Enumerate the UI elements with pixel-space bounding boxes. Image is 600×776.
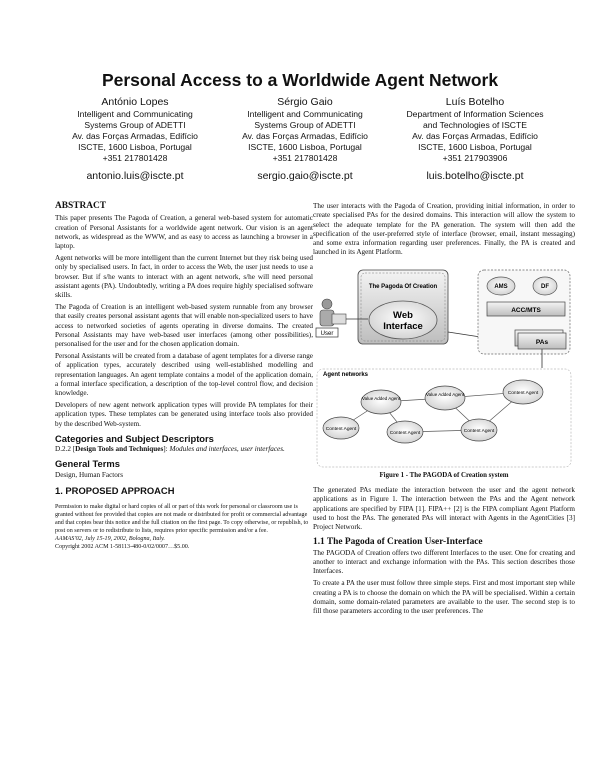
abstract-paragraph: Developers of new agent network application types will provide PA templates for their application types. These templates can be generated using interface tools also provided by the described Web-system.	[55, 400, 313, 428]
permission-notice	[55, 504, 313, 551]
agent-networks-label: Agent networks	[323, 371, 369, 378]
author-address: ISCTE, 1600 Lisboa, Portugal	[78, 142, 192, 152]
author-phone: +351 217903906	[442, 153, 508, 163]
author-email: luis.botelho@iscte.pt	[426, 170, 524, 182]
ams-label: AMS	[494, 283, 508, 290]
author-email: sergio.gaio@iscte.pt	[257, 170, 353, 182]
permission-text: Permission to make digital or hard copies of all or part of this work for personal or classroom use is granted without fee provided that copies are not made or distributed for profit or commercial advantage and that copies bear this notice and the full citation on the first page. To copy otherwise, or republish, to post on servers or to redistribute to lists, requires prior specific permission and/or a fee.	[55, 504, 309, 535]
abstract-paragraph: This paper presents The Pagoda of Creation, a general web-based system for automatic creation of Personal Assistants for a worldwide agent network. Our vision is an agent network, as widespread as the WWW, and as easy to access as launching a browser in a laptop.	[55, 214, 313, 251]
author-name: António Lopes	[101, 96, 169, 108]
author-affiliation: Systems Group of ADETTI	[84, 120, 186, 130]
user-label: User	[320, 330, 334, 337]
figure-1	[313, 264, 575, 469]
author-block	[55, 96, 555, 182]
value-added-agent-node	[361, 390, 401, 414]
author-affiliation: and Technologies of ISCTE	[423, 120, 527, 130]
user-icon	[316, 299, 346, 337]
abstract-paragraph: The Pagoda of Creation is an intelligent web-based system runnable from any browser that easily creates personal assistant agents that will enable non-specialized users to have access to networked societies of agents operating in diverse domains. The created Personal Assistants may have web-based user interfaces (among other possibilities), personalised for the user and for the chosen application domain.	[55, 302, 313, 349]
df-label: DF	[541, 283, 549, 290]
section-1-heading: 1. PROPOSED APPROACH	[55, 485, 175, 497]
author-email: antonio.luis@iscte.pt	[86, 170, 184, 182]
content-agent-label: Content Agent	[463, 428, 495, 434]
acc-mts-label: ACC/MTS	[511, 306, 541, 314]
pagoda-label: The Pagoda Of Creation	[368, 283, 438, 290]
body-paragraph: To create a PA the user must follow three simple steps. First and most important step while creating a PA is to choose the domain on which the PA will be specialised. Within a certain domain, some domain-related parameters are available to the user. The second step is to fill those parameters according to the user preferences. The	[313, 579, 575, 616]
author-name: Sérgio Gaio	[277, 96, 333, 108]
author-phone: +351 217801428	[272, 153, 338, 163]
agent-networks	[317, 369, 571, 467]
value-added-label: Value Added Agent	[426, 391, 464, 397]
web-label: Web	[393, 309, 413, 321]
abstract-paragraph: Agent networks will be more intelligent than the current Internet but they risk being used only by specialised users. In fact, in order to access the Web, the user just needs to use a browser. But if s/he wants to interact with an agent network, s/he will need personal assistant agents (PA). Undoubtedly, writing a PA does require highly specialised software skills.	[55, 253, 313, 300]
subsection-heading: 1.1 The Pagoda of Creation User-Interface	[313, 536, 483, 547]
left-column	[55, 202, 313, 552]
author-phone: +351 217801428	[102, 153, 168, 163]
pas-label: PAs	[535, 338, 549, 346]
categories-separator: ]:	[163, 445, 170, 454]
categories-code: D.2.2 [	[55, 445, 76, 454]
author-affiliation: Systems Group of ADETTI	[254, 120, 356, 130]
author-affiliation: Intelligent and Communicating	[247, 109, 363, 119]
copyright-info: Copyright 2002 ACM 1-58113-480-0/02/0007…$5.00.	[55, 543, 190, 550]
right-column	[313, 202, 575, 619]
paper-title: Personal Access to a Worldwide Agent Network	[101, 70, 499, 90]
author-address: ISCTE, 1600 Lisboa, Portugal	[248, 142, 362, 152]
body-paragraph: The PAGODA of Creation offers two different Interfaces to the user. One for creating and another to interact and exchange information with the PAs. This section describes those Interfaces.	[313, 548, 575, 576]
value-added-label: Value Added Agent	[362, 395, 400, 401]
author-address: Av. das Forças Armadas, Edifício	[412, 131, 538, 141]
author-name: Luís Botelho	[445, 96, 505, 108]
agent-platform	[478, 270, 570, 368]
categories-italic: Modules and interfaces, user interfaces.	[169, 445, 285, 454]
body-paragraph: The generated PAs mediate the interaction between the user and the agent network applications as in Figure 1. The interaction between the PAs and the Agent network applications are specified by FIPA [1]. FIPA++ [2] is the FIPA compliant Agent Platform used to host the PAs. The generated PAs will interact with Agents in the AgentCities [3] Project Network.	[313, 486, 575, 532]
author-1	[55, 96, 215, 182]
pagoda-block	[358, 270, 448, 344]
author-address: ISCTE, 1600 Lisboa, Portugal	[418, 142, 532, 152]
abstract-heading: ABSTRACT	[55, 201, 107, 211]
figure-caption: Figure 1 - The PAGODA of Creation system	[379, 471, 509, 479]
pagoda-system-diagram	[313, 264, 575, 469]
categories-bold: Design Tools and Techniques	[75, 445, 164, 454]
author-2	[225, 96, 385, 182]
categories-heading: Categories and Subject Descriptors	[55, 432, 214, 444]
interface-label: Interface	[383, 320, 423, 332]
author-affiliation: Department of Information Sciences	[406, 109, 544, 119]
author-address: Av. das Forças Armadas, Edifício	[72, 131, 198, 141]
content-agent-label: Content Agent	[325, 426, 357, 432]
content-agent-label: Content Agent	[507, 390, 539, 396]
conference-info: AAMAS'02, July 15-19, 2002, Bologna, Italy.	[55, 535, 165, 542]
intro-paragraph: The user interacts with the Pagoda of Creation, providing initial information, in order to create specialised PAs for the desired domains. This interaction will allow the system to select the adequate template for the PA generation. The system will then add the specification of the user-preferred style of interface (browser, email, instant messaging) and some extra information regarding user preferences. Finally, the PA is created and launched in its Agent Platform.	[313, 202, 575, 257]
categories-text	[55, 445, 313, 454]
author-3	[395, 96, 555, 182]
general-terms-heading: General Terms	[55, 458, 120, 470]
author-affiliation: Intelligent and Communicating	[77, 109, 193, 119]
content-agent-label: Content Agent	[389, 430, 421, 436]
general-terms-text: Design, Human Factors	[55, 470, 124, 479]
abstract-paragraph: Personal Assistants will be created from a database of agent templates for a diverse range of application types, accurately described using well-established modelling and representation languages. An agent template contains a model of the application domain, a formal interface specification, a description of the top-level control flow, and decision knowledge.	[55, 351, 313, 398]
author-address: Av. das Forças Armadas, Edifício	[242, 131, 368, 141]
value-added-agent-node	[425, 386, 465, 410]
